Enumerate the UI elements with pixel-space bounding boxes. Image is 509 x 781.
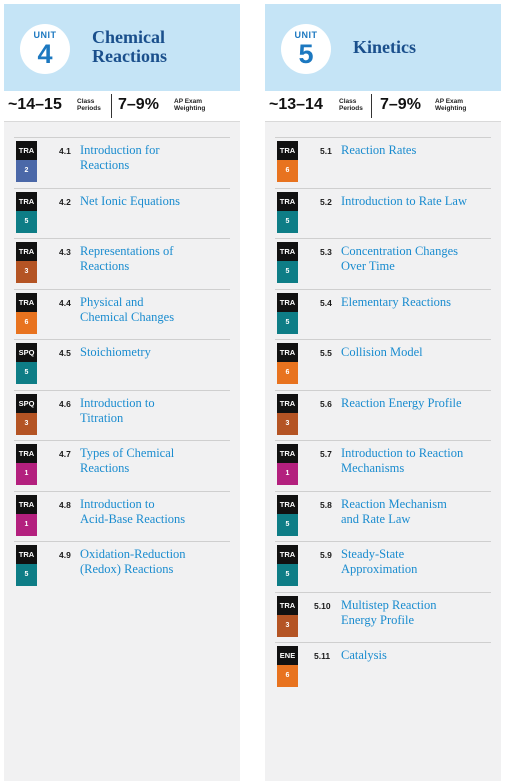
exam-weighting-label-2: Weighting [435,105,467,112]
unit-word: UNIT [294,30,318,40]
exam-weighting-label [174,98,205,112]
topic-title-line-1: Representations of [80,244,174,258]
topic-row[interactable] [14,238,230,289]
topic-row[interactable] [275,642,491,693]
topic-row[interactable] [275,289,491,340]
topic-link[interactable] [341,194,491,209]
topic-number: 5.4 [320,297,332,308]
unit-5-column [265,4,501,781]
skill-tag-level: 2 [16,160,37,182]
unit-header [4,4,240,91]
topic-number: 4.7 [59,449,71,459]
class-periods-label [339,98,363,112]
topic-row[interactable] [275,339,491,390]
topic-row[interactable] [14,390,230,441]
skill-tag-code: TRA [277,141,298,160]
topic-link[interactable] [80,143,230,173]
topic-title-line-1: Introduction to [80,496,155,511]
skill-tag [277,293,298,334]
unit-title-line-1: Chemical [92,27,165,47]
topic-title-line-2: Over Time [341,259,395,273]
topic-link[interactable] [80,446,230,476]
topic-title-line-2: Acid-Base Reactions [80,511,186,526]
topic-title-line-1: Introduction to Reaction [341,446,464,460]
skill-tag-code: TRA [16,444,37,463]
unit-badge [281,24,331,74]
skill-tag-level: 6 [16,312,37,334]
topic-link[interactable] [80,345,230,360]
skill-tag-level: 5 [277,564,298,586]
skill-tag-level: 6 [277,362,298,384]
topic-link[interactable] [341,547,491,577]
skill-tag-code: TRA [16,293,37,312]
skill-tag [277,444,298,485]
topic-number: 5.3 [320,247,332,257]
unit-stats-bar [265,91,501,122]
skill-tag-code: TRA [16,545,37,564]
skill-tag [16,293,37,334]
topic-list [14,137,230,592]
topic-number: 4.3 [59,247,71,257]
skill-tag [277,545,298,586]
skill-tag-level: 6 [277,665,298,687]
topic-row[interactable] [14,440,230,491]
skill-tag [16,545,37,586]
skill-tag-code: TRA [277,444,298,463]
skill-tag-code: ENE [277,646,298,665]
topic-link[interactable] [80,244,230,274]
skill-tag [16,141,37,182]
skill-tag-code: TRA [16,141,37,160]
topic-title-line-2: Chemical Changes [80,309,175,324]
topic-number: 5.7 [320,449,332,459]
skill-tag-level: 5 [16,211,37,233]
class-periods-label-2: Periods [77,105,101,112]
topic-link[interactable] [341,497,491,527]
topic-link[interactable] [80,396,230,426]
unit-word: UNIT [33,30,57,40]
topic-link[interactable] [341,598,491,628]
skill-tag [16,343,37,384]
topic-title-line-1: Types of Chemical [80,446,175,460]
topic-link[interactable] [341,143,491,158]
topic-row[interactable] [14,137,230,188]
topic-row[interactable] [14,339,230,390]
topic-link[interactable] [341,244,491,274]
topic-title-line-2: Reactions [80,461,130,475]
stats-divider [371,94,372,118]
skill-tag-level: 5 [277,312,298,334]
skill-tag [16,192,37,233]
topic-title-line-1: Introduction to Rate Law [341,193,468,208]
unit-title-line-1: Kinetics [353,37,416,57]
unit-stats-bar [4,91,240,122]
skill-tag-code: TRA [277,495,298,514]
skill-tag [16,394,37,435]
topic-title-line-1: Oxidation-Reduction [80,547,186,561]
topic-title-line-2: Energy Profile [341,612,415,627]
skill-tag-code: SPQ [16,394,37,413]
skill-tag-code: TRA [16,495,37,514]
skill-tag [277,495,298,536]
skill-tag-level: 5 [277,514,298,536]
topic-link[interactable] [80,497,230,527]
skill-tag-code: SPQ [16,343,37,362]
skill-tag [277,242,298,283]
topic-row[interactable] [275,491,491,542]
unit-badge [20,24,70,74]
skill-tag-code: TRA [277,596,298,615]
topic-title-line-1: Collision Model [341,345,423,359]
skill-tag-level: 5 [16,564,37,586]
skill-tag-level: 5 [277,211,298,233]
stats-divider [111,94,112,118]
topic-link[interactable] [80,547,230,577]
topic-link[interactable] [341,648,491,663]
topic-title-line-2: Titration [80,410,124,425]
topic-title-line-1: Reaction Mechanism [341,496,447,511]
unit-4-column [4,4,240,781]
topic-number: 4.4 [59,297,71,308]
topic-number: 5.11 [314,651,331,661]
skill-tag-level: 3 [16,413,37,435]
skill-tag-code: TRA [277,293,298,312]
topic-title-line-2: Mechanisms [341,461,405,475]
unit-header [265,4,501,91]
topic-row[interactable] [275,390,491,441]
topic-title-line-2: Reactions [80,158,130,172]
class-periods-value: ~14–15 [8,96,62,113]
topic-number: 4.2 [59,196,71,207]
topic-row[interactable] [14,491,230,542]
skill-tag [16,242,37,283]
topic-title-line-1: Introduction for [80,143,160,157]
topic-row[interactable] [275,238,491,289]
skill-tag-level: 5 [277,261,298,283]
exam-weighting-label [435,98,466,112]
topic-title-line-2: Reactions [80,259,130,273]
topic-row[interactable] [14,541,230,592]
topic-title-line-2: and Rate Law [341,511,411,526]
skill-tag [277,192,298,233]
topic-title-line-1: Catalysis [341,648,387,662]
topic-title-line-1: Steady-State [341,547,405,561]
skill-tag [277,596,298,637]
skill-tag-code: TRA [277,545,298,564]
skill-tag-code: TRA [277,343,298,362]
skill-tag [16,444,37,485]
exam-weighting-label-2: Weighting [174,105,206,112]
topic-number: 5.1 [320,146,332,156]
topic-number: 4.8 [59,499,71,510]
skill-tag-level: 6 [277,160,298,182]
skill-tag-level: 3 [277,413,298,435]
topic-title-line-2: Approximation [341,562,418,576]
skill-tag-code: TRA [277,192,298,211]
unit-number: 4 [37,39,53,69]
skill-tag-level: 1 [16,463,37,485]
unit-number: 5 [298,39,314,69]
topic-title-line-1: Multistep Reaction [341,597,437,612]
unit-title [353,38,498,57]
topic-number: 4.5 [59,348,71,358]
skill-tag-code: TRA [277,394,298,413]
topic-number: 5.6 [320,398,332,409]
topic-row[interactable] [275,188,491,239]
topic-list [275,137,491,693]
topic-link[interactable] [80,194,230,209]
topic-number: 4.9 [59,550,71,560]
skill-tag [277,394,298,435]
topic-row[interactable] [275,541,491,592]
class-periods-label-2: Periods [339,105,363,112]
skill-tag-level: 1 [16,514,37,536]
topic-link[interactable] [341,345,491,360]
topic-number: 5.9 [320,550,332,560]
unit-title-line-2: Reactions [92,46,167,66]
topic-row[interactable] [14,289,230,340]
skill-tag [277,141,298,182]
topic-number: 5.2 [320,196,332,207]
topic-title-line-1: Net Ionic Equations [80,193,180,208]
class-periods-label [77,98,101,112]
topic-row[interactable] [275,137,491,188]
skill-tag-code: TRA [16,192,37,211]
skill-tag-code: TRA [277,242,298,261]
topic-row[interactable] [275,592,491,643]
topic-title-line-1: Reaction Rates [341,143,417,157]
class-periods-label-1: Class [77,98,95,105]
topic-number: 5.5 [320,348,332,358]
topic-number: 5.10 [314,600,331,611]
skill-tag-level: 3 [16,261,37,283]
skill-tag [277,646,298,687]
topic-row[interactable] [14,188,230,239]
exam-weighting-value: 7–9% [118,96,159,113]
skill-tag-level: 5 [16,362,37,384]
skill-tag-level: 1 [277,463,298,485]
class-periods-value: ~13–14 [269,96,323,113]
topic-title-line-1: Stoichiometry [80,345,151,359]
unit-title [92,28,237,66]
skill-tag [277,343,298,384]
topic-number: 5.8 [320,499,332,510]
topic-number: 4.6 [59,398,71,409]
topic-title-line-1: Reaction Energy Profile [341,395,462,410]
skill-tag-code: TRA [16,242,37,261]
topic-title-line-1: Introduction to [80,395,155,410]
topic-link[interactable] [341,396,491,411]
exam-weighting-label-1: AP Exam [435,98,464,105]
skill-tag-level: 3 [277,615,298,637]
topic-number: 4.1 [59,146,71,156]
class-periods-label-1: Class [339,98,357,105]
exam-weighting-label-1: AP Exam [174,98,203,105]
topic-link[interactable] [80,295,230,325]
topic-link[interactable] [341,446,491,476]
topic-title-line-1: Physical and [80,294,144,309]
topic-title-line-1: Elementary Reactions [341,294,452,309]
topic-link[interactable] [341,295,491,310]
exam-weighting-value: 7–9% [380,96,421,113]
skill-tag [16,495,37,536]
topic-title-line-2: (Redox) Reactions [80,562,174,576]
topic-row[interactable] [275,440,491,491]
topic-title-line-1: Concentration Changes [341,244,458,258]
